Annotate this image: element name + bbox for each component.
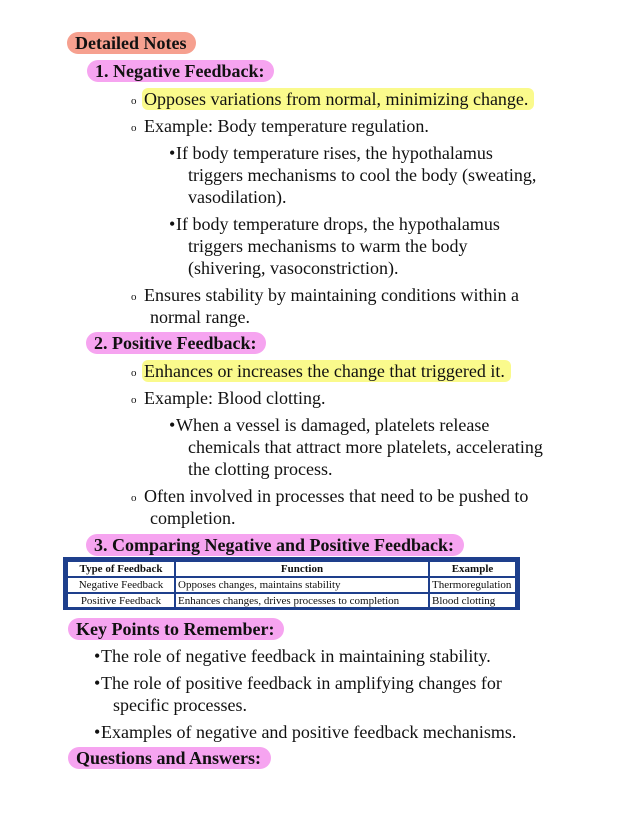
table-row bbox=[67, 593, 516, 609]
pos-bullet-1: Enhances or increases the change that triggered it. bbox=[142, 360, 511, 382]
positive-feedback-heading: 2. Positive Feedback: bbox=[86, 332, 266, 354]
table-header-cell: Function bbox=[175, 561, 429, 577]
bullet-circle-icon: o bbox=[131, 291, 137, 303]
bullet-circle-icon: o bbox=[131, 122, 137, 134]
neg-sub-1-line-3: vasodilation). bbox=[188, 187, 287, 207]
table-cell: Opposes changes, maintains stability bbox=[175, 577, 429, 593]
negative-feedback-heading: 1. Negative Feedback: bbox=[87, 60, 274, 82]
table-cell: Thermoregulation bbox=[429, 577, 516, 593]
table-header-cell: Example bbox=[429, 561, 516, 577]
neg-sub-1-line-2: triggers mechanisms to cool the body (sweating, bbox=[188, 165, 537, 185]
key-point-2-line-1: The role of positive feedback in amplifying changes for bbox=[101, 673, 502, 693]
table-cell: Negative Feedback bbox=[67, 577, 175, 593]
neg-bullet-2: Example: Body temperature regulation. bbox=[144, 116, 429, 136]
neg-sub-2-line-1: If body temperature drops, the hypothalamus bbox=[176, 214, 500, 234]
table-cell: Blood clotting bbox=[429, 593, 516, 609]
neg-sub-2-line-3: (shivering, vasoconstriction). bbox=[188, 258, 399, 278]
table-cell: Enhances changes, drives processes to completion bbox=[175, 593, 429, 609]
key-point-1: The role of negative feedback in maintaining stability. bbox=[101, 646, 491, 666]
bullet-dot-icon: • bbox=[169, 214, 176, 234]
bullet-circle-icon: o bbox=[131, 95, 137, 107]
bullet-dot-icon: • bbox=[94, 722, 101, 742]
table-header-cell: Type of Feedback bbox=[67, 561, 175, 577]
bullet-dot-icon: • bbox=[94, 673, 101, 693]
neg-bullet-1: Opposes variations from normal, minimizing change. bbox=[142, 88, 534, 110]
pos-sub-1-line-2: chemicals that attract more platelets, accelerating bbox=[188, 437, 543, 457]
pos-bullet-2: Example: Blood clotting. bbox=[144, 388, 326, 408]
pos-sub-1-line-3: the clotting process. bbox=[188, 459, 333, 479]
bullet-circle-icon: o bbox=[131, 394, 137, 406]
bullet-dot-icon: • bbox=[169, 143, 176, 163]
table-header-row bbox=[67, 561, 516, 577]
key-point-2-line-2: specific processes. bbox=[113, 695, 247, 715]
comparison-table bbox=[63, 557, 520, 610]
pos-bullet-3-line-1: Often involved in processes that need to be pushed to bbox=[144, 486, 529, 506]
neg-bullet-3-line-1: Ensures stability by maintaining conditions within a bbox=[144, 285, 519, 305]
neg-sub-1-line-1: If body temperature rises, the hypothalamus bbox=[176, 143, 493, 163]
neg-bullet-3-line-2: normal range. bbox=[150, 307, 250, 327]
bullet-dot-icon: • bbox=[94, 646, 101, 666]
pos-sub-1-line-1: When a vessel is damaged, platelets release bbox=[176, 415, 490, 435]
key-point-3: Examples of negative and positive feedback mechanisms. bbox=[101, 722, 517, 742]
bullet-circle-icon: o bbox=[131, 367, 137, 379]
pos-bullet-3-line-2: completion. bbox=[150, 508, 236, 528]
bullet-dot-icon: • bbox=[169, 415, 176, 435]
key-points-heading: Key Points to Remember: bbox=[68, 618, 284, 640]
table-row bbox=[67, 577, 516, 593]
questions-heading: Questions and Answers: bbox=[68, 747, 271, 769]
page-title: Detailed Notes bbox=[67, 32, 196, 54]
bullet-circle-icon: o bbox=[131, 492, 137, 504]
comparison-heading: 3. Comparing Negative and Positive Feedback: bbox=[86, 534, 464, 556]
table-cell: Positive Feedback bbox=[67, 593, 175, 609]
neg-sub-2-line-2: triggers mechanisms to warm the body bbox=[188, 236, 468, 256]
